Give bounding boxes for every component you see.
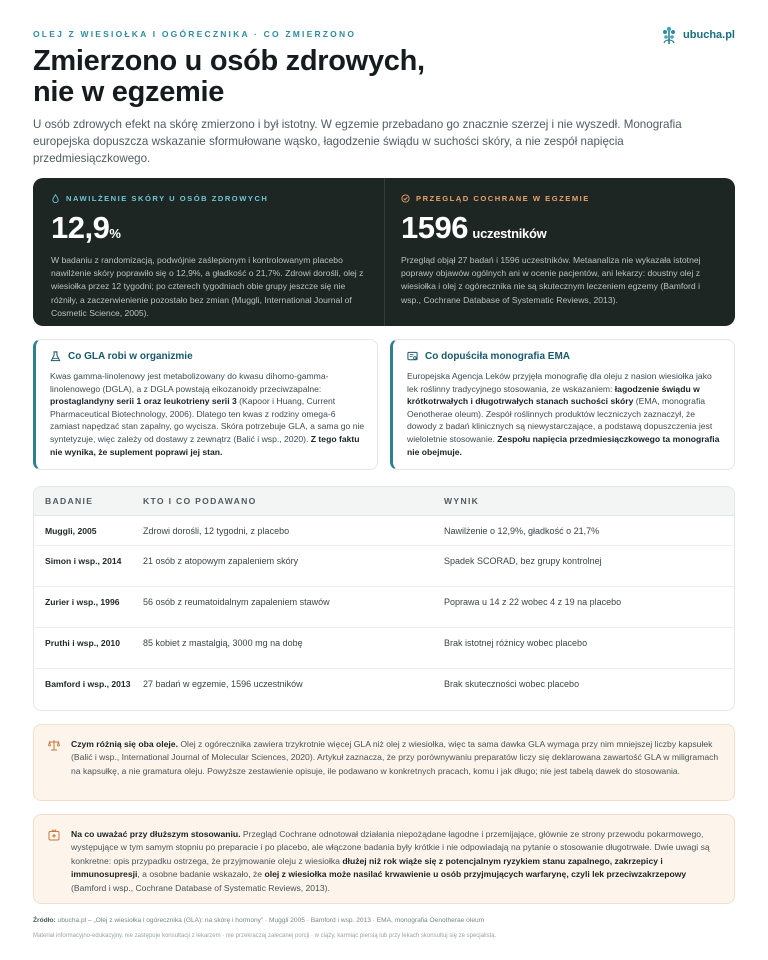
card-text: Europejska Agencja Leków przyjęła monografię dla oleju z nasion wiesiołka jako lek roślinny tradycyjnego stosowania, ze wskazaniem: — [407, 371, 712, 394]
stat-value — [51, 212, 371, 250]
note-emphasis: Czym różnią się oba oleje. — [71, 739, 178, 749]
source-line — [33, 917, 735, 924]
table-row — [34, 587, 734, 628]
card-emphasis: Zespołu napięcia przedmiesiączkowego ta monografia nie obejmuje. — [407, 433, 720, 457]
card-text: (Kapoor i Huang, Current Pharmaceutical Biotechnology, 2006). Dlatego ten kwas z rodziny omega-6 zamiast napędzać stan zapalny, go wycisza. Skóra potrzebuje GLA, a sama go nie syntetyzuje, więc zależy od dostawy z zewnątrz (Balić i wsp., 2020). — [50, 396, 365, 444]
card-title — [407, 351, 722, 362]
studies-table — [33, 486, 735, 711]
note-oil-difference — [33, 724, 735, 801]
disclaimer: Materiał informacyjno-edukacyjny, nie zastępuje konsultacji z lekarzem · nie przekraczaj zalecanej porcji · w ciąży, karmiąc piersią lub przy lekach skonsultuj się ze specjalistą. — [33, 933, 497, 939]
stat-description: Przegląd objął 27 badań i 1596 uczestników. Metaanaliza nie wykazała istotnej poprawy objawów ogólnych ani w ocenie pacjentów, ani lekarzy: doustny olej z wiesiołka i olej z ogórecznika nie są skutecznym leczeniem egzemy (Bamford i wsp., Cochrane Database of Systematic Reviews, 2013). — [401, 255, 701, 305]
table-header — [34, 487, 734, 516]
card-body — [50, 370, 365, 458]
cell-study: Pruthi i wsp., 2010 — [45, 638, 120, 648]
column-header: BADANIE — [45, 496, 94, 506]
stat-value — [401, 212, 721, 250]
eyebrow: OLEJ Z WIESIOŁKA I OGÓRECZNIKA · CO ZMIERZONO — [33, 29, 357, 39]
cell-who: 85 kobiet z mastalgią, 3000 mg na dobę — [143, 638, 303, 648]
stat-unit: uczestników — [472, 226, 547, 241]
note-emphasis: dłużej niż rok wiąże się z potencjalnym ryzykiem stanu zapalnego, zakrzepicy i immunosupresji — [71, 855, 663, 880]
site-logo[interactable] — [660, 24, 735, 46]
stat-cochrane-review — [401, 194, 721, 307]
card-text: Kwas gamma-linolenowy jest metabolizowany do kwasu dihomo-gamma-linolenowego (DGLA), a z DGLA powstają eikozanoidy przeciwzapalne: — [50, 371, 329, 394]
table-row — [34, 669, 734, 710]
stat-label — [51, 194, 371, 203]
cell-result: Brak skuteczności wobec placebo — [444, 679, 580, 689]
card-title-text: Co dopuściła monografia EMA — [425, 351, 571, 362]
first-aid-icon — [48, 829, 60, 841]
cell-who: 21 osób z atopowym zapaleniem skóry — [143, 556, 299, 566]
title-line-1: Zmierzono u osób zdrowych, — [33, 45, 425, 77]
table-row — [34, 628, 734, 669]
droplet-icon — [51, 194, 60, 203]
note-emphasis: Na co uważać przy dłuższym stosowaniu. — [71, 829, 241, 839]
column-header: KTO I CO PODAWANO — [143, 496, 257, 506]
note-body: Przegląd Cochrane odnotował działania niepożądane łagodne i przemijające, głównie ze strony przewodu pokarmowego, występujące w tym samym stopniu po preparacie i po placebo, ale włączone badania były krótkie i nie odpowiadają na pytanie o stosowanie długotrwałe. Dwie uwagi są konkretne: opis przypadku ostrzega, że przyjmowanie oleju z wiesiołka — [71, 829, 710, 866]
card-text: (EMA, monografia Oenotherae oleum). Zespół roślinnych produktów leczniczych zaznaczył, że dowody z badań klinicznych są niewystarczające, a podstawą dopuszczenia jest wieloletnie stosowanie. — [407, 396, 713, 444]
note-body: , a osobne badanie wskazało, że — [137, 869, 265, 880]
column-header: WYNIK — [444, 496, 480, 506]
note-emphasis: olej z wiesiołka może nasilać krwawienie u osób przyjmujących warfarynę, czyli lek przeciwzakrzepowy — [264, 869, 687, 880]
scale-icon — [48, 739, 60, 751]
leaf-flower-icon — [660, 24, 678, 46]
cell-result: Nawilżenie o 12,9%, gładkość o 21,7% — [444, 526, 600, 536]
document-icon — [407, 351, 418, 362]
cell-who: 56 osób z reumatoidalnym zapaleniem stawów — [143, 597, 330, 607]
flask-icon — [50, 351, 61, 362]
lead-paragraph: U osób zdrowych efekt na skórę zmierzono i był istotny. W egzemie przebadano go znacznie szerzej i nie wyszedł. Monografia europejska dopuszcza wskazanie sformułowane wąsko, łagodzenie świądu w suchości skóry, a nie zespół napięcia przedmiesiączkowego. — [33, 118, 682, 165]
cell-who: Zdrowi dorośli, 12 tygodni, z placebo — [143, 526, 290, 536]
cell-study: Zurier i wsp., 1996 — [45, 597, 120, 607]
cell-who: 27 badań w egzemie, 1596 uczestników — [143, 679, 303, 689]
page-title — [33, 46, 633, 108]
card-ema — [390, 339, 735, 470]
source-label: Źródło: — [33, 917, 56, 924]
note-body: (Bamford i wsp., Cochrane Database of Systematic Reviews, 2013). — [71, 882, 330, 893]
note-long-term-use — [33, 814, 735, 904]
note-text — [71, 738, 720, 778]
cell-result: Poprawa u 14 z 22 wobec 4 z 19 na placebo — [444, 597, 622, 607]
stat-label-text: NAWILŻENIE SKÓRY U OSÓB ZDROWYCH — [66, 194, 269, 203]
stat-description: W badaniu z randomizacją, podwójnie zaślepionym i kontrolowanym placebo nawilżenie skóry poprawiło się o 12,9%, a gładkość o 21,7%. Zdrowi dorośli, olej z wiesiołka przez 12 tygodni; po czterech tygodniach obie grupy jeszcze się nie różniły, a zaczerwienienie pozostało bez zmian (Muggli, International Journal of Cosmetic Science, 2005). — [51, 255, 364, 318]
stat-number: 1596 — [401, 210, 468, 245]
cell-result: Spadek SCORAD, bez grupy kontrolnej — [444, 556, 602, 566]
stat-label-text: PRZEGLĄD COCHRANE W EGZEMIE — [416, 194, 590, 203]
table-row — [34, 516, 734, 546]
cell-study: Simon i wsp., 2014 — [45, 556, 122, 566]
card-title-text: Co GLA robi w organizmie — [68, 351, 193, 362]
card-gla — [33, 339, 378, 470]
note-text — [71, 828, 720, 895]
note-body: Olej z ogórecznika zawiera trzykrotnie więcej GLA niż olej z wiesiołka, więc ta sama dawka GLA wymaga przy nim mniejszej liczby kapsułek (Balić i wsp., International Journal of Molecular Sciences, 2020). Artykuł zaznacza, że przy porównywaniu preparatów liczy się deklarowana zawartość GLA w miligramach na kapsułkę, a nie gramatura oleju. Powyższe zestawienie opisuje, ile podawano w konkretnych pracach, komu i jak długo; nie jest tabelą dawek do stosowania. — [71, 739, 719, 776]
logo-text: ubucha.pl — [683, 29, 735, 41]
card-title — [50, 351, 365, 362]
stat-skin-hydration — [51, 194, 371, 320]
table-row — [34, 546, 734, 587]
card-emphasis: prostaglandyny serii 1 oraz leukotrieny serii 3 — [50, 396, 237, 407]
stat-unit: % — [109, 226, 121, 241]
card-body — [407, 370, 722, 458]
stat-label — [401, 194, 721, 203]
target-icon — [401, 194, 410, 203]
card-emphasis: Z tego faktu nie wynika, że suplement poprawi jej stan. — [50, 433, 360, 457]
title-line-2: nie w egzemie — [33, 76, 225, 108]
stats-panel — [33, 178, 735, 326]
card-emphasis: łagodzenie świądu w krótkotrwałych i długotrwałych stanach suchości skóry — [407, 383, 700, 407]
stats-divider — [384, 178, 385, 326]
cell-study: Muggli, 2005 — [45, 526, 97, 536]
cell-study: Bamford i wsp., 2013 — [45, 679, 131, 689]
cell-result: Brak istotnej różnicy wobec placebo — [444, 638, 588, 648]
stat-number: 12,9 — [51, 210, 110, 245]
source-text: ubucha.pl – „Olej z wiesiołka i ogórecznika (GLA): na skórę i hormony” · Muggli 2005 · Bamford i wsp. 2013 · EMA, monografia Oenotherae oleum — [55, 917, 485, 924]
